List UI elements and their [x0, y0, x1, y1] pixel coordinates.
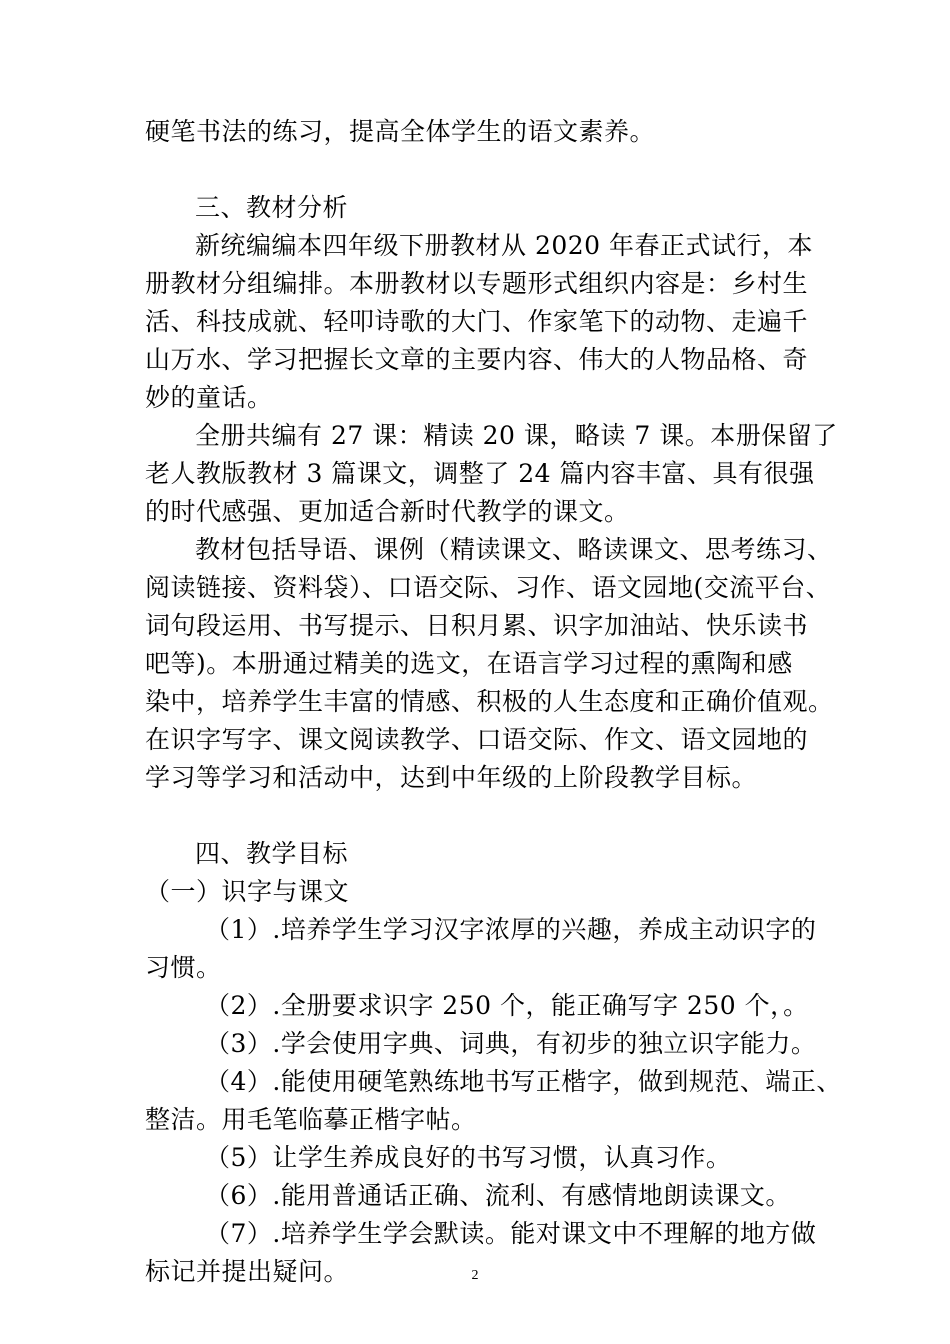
text-line: 全册共编有 27 课：精读 20 课，略读 7 课。本册保留了 — [195, 421, 838, 450]
text-line: 标记并提出疑问。 — [145, 1257, 350, 1286]
page-number: 2 — [471, 1268, 479, 1283]
list-item: （2）.全册要求识字 250 个，能正确写字 250 个，。 — [205, 991, 809, 1020]
list-item: （1）.培养学生学习汉字浓厚的兴趣，养成主动识字的 — [205, 915, 817, 944]
text-line: 染中，培养学生丰富的情感、积极的人生态度和正确价值观。 — [145, 687, 834, 716]
list-item: （3）.学会使用字典、词典，有初步的独立识字能力。 — [205, 1029, 817, 1058]
text-line: 词句段运用、书写提示、日积月累、识字加油站、快乐读书 — [145, 611, 809, 640]
text-line: 新统编编本四年级下册教材从 2020 年春正式试行，本 — [195, 231, 814, 260]
text-line: 阅读链接、资料袋）、口语交际、习作、语文园地(交流平台、 — [145, 573, 832, 602]
text-line: 山万水、学习把握长文章的主要内容、伟大的人物品格、奇 — [145, 345, 809, 374]
text-line: 硬笔书法的练习，提高全体学生的语文素养。 — [145, 117, 656, 146]
text-line: 整洁。用毛笔临摹正楷字帖。 — [145, 1105, 477, 1134]
list-item: （4）.能使用硬笔熟练地书写正楷字，做到规范、端正、 — [205, 1067, 842, 1096]
section-heading: 三、教材分析 — [195, 193, 349, 222]
list-item: （5）让学生养成良好的书写习惯，认真习作。 — [205, 1143, 732, 1172]
text-line: 教材包括导语、课例（精读课文、略读课文、思考练习、 — [195, 535, 833, 564]
text-line: 的时代感强、更加适合新时代教学的课文。 — [145, 497, 630, 526]
text-line: 习惯。 — [145, 953, 222, 982]
text-line: 吧等)。本册通过精美的选文，在语言学习过程的熏陶和感 — [145, 649, 793, 678]
text-line: 老人教版教材 3 篇课文，调整了 24 篇内容丰富、具有很强 — [145, 459, 815, 488]
list-item: （7）.培养学生学会默读。能对课文中不理解的地方做 — [205, 1219, 817, 1248]
list-item: （6）.能用普通话正确、流利、有感情地朗读课文。 — [205, 1181, 791, 1210]
text-line: 在识字写字、课文阅读教学、口语交际、作文、语文园地的 — [145, 725, 809, 754]
text-line: 册教材分组编排。本册教材以专题形式组织内容是：乡村生 — [145, 269, 809, 298]
text-line: 学习等学习和活动中，达到中年级的上阶段教学目标。 — [145, 763, 758, 792]
text-line: 活、科技成就、轻叩诗歌的大门、作家笔下的动物、走遍千 — [145, 307, 809, 336]
subsection-heading: （一）识字与课文 — [145, 877, 350, 906]
text-line: 妙的童话。 — [145, 383, 273, 412]
section-heading: 四、教学目标 — [195, 839, 349, 868]
